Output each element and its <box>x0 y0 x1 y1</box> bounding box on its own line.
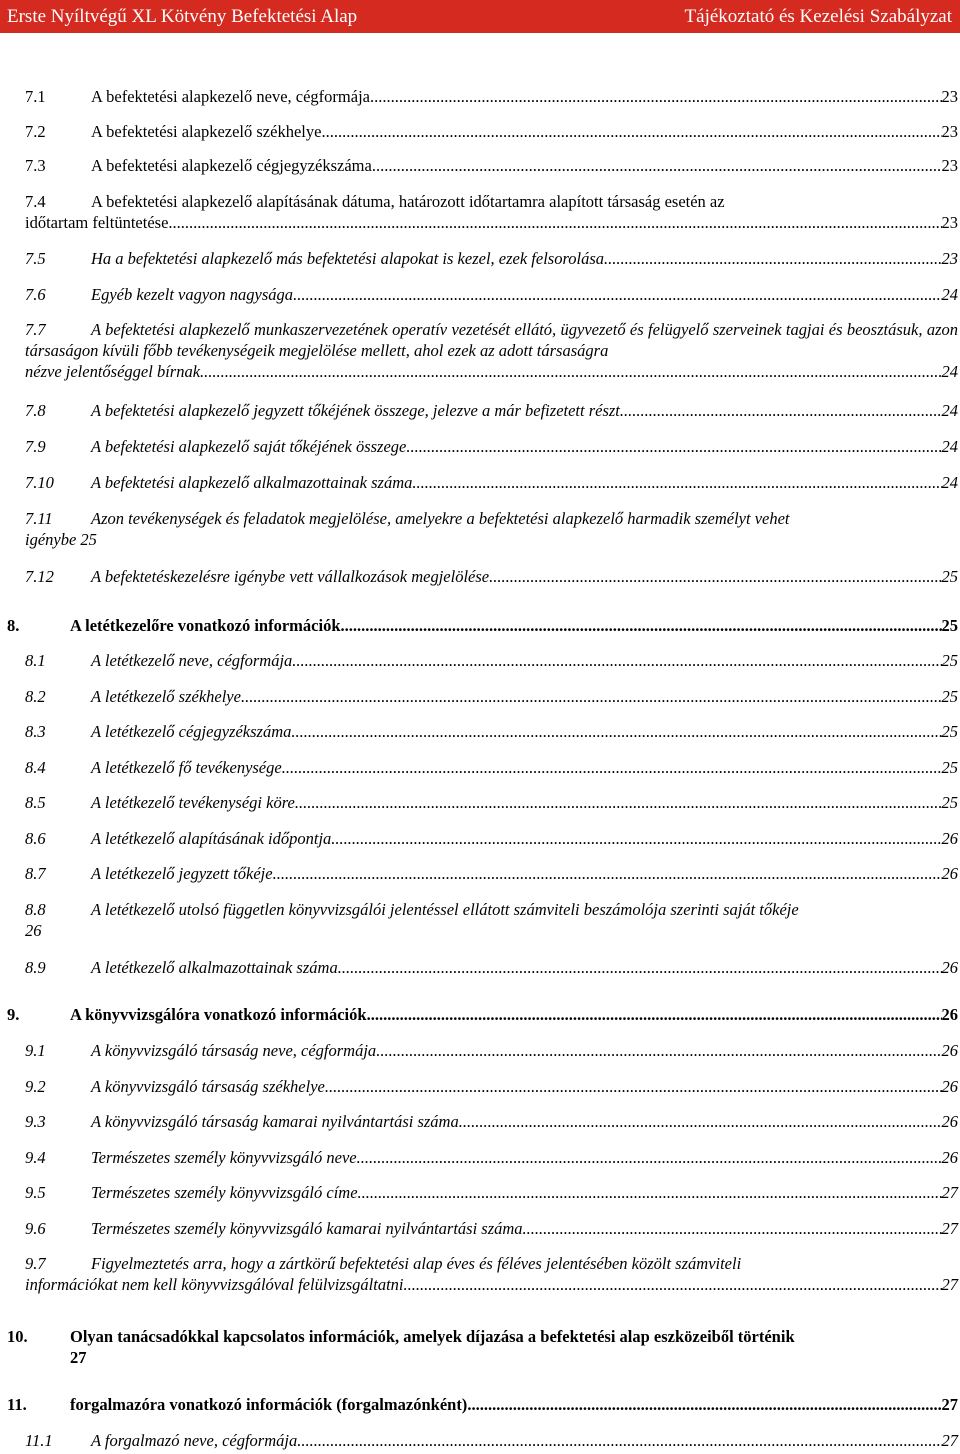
toc-section-10[interactable] <box>7 1326 958 1368</box>
toc-title: A könyvvizsgáló társaság neve, cégformája <box>91 1041 377 1060</box>
toc-entry-7-11[interactable] <box>25 508 958 550</box>
toc-entry-7-12[interactable] <box>25 566 958 587</box>
dot-leader <box>331 828 941 849</box>
toc-title: A letétkezelő neve, cégformája <box>91 651 293 670</box>
toc-page: 23 <box>941 156 958 175</box>
toc-number: 9.5 <box>25 1183 46 1202</box>
toc-page: 24 <box>941 473 958 492</box>
dot-leader <box>200 361 941 382</box>
dot-leader <box>282 757 942 778</box>
dot-leader <box>412 472 941 493</box>
toc-entry-7-5[interactable] <box>25 248 958 269</box>
toc-title: Egyéb kezelt vagyon nagysága <box>91 285 294 304</box>
toc-page: 27 <box>941 1275 958 1294</box>
dot-leader <box>467 1394 941 1415</box>
toc-entry-9-1[interactable] <box>25 1040 958 1061</box>
toc-title: A befektetéskezelésre igénybe vett vállalkozások megjelölése <box>91 567 490 586</box>
toc-number: 7.11 <box>25 509 53 528</box>
dot-leader <box>297 1430 941 1451</box>
toc-page: 25 <box>941 722 958 741</box>
toc-number: 8.6 <box>25 829 46 848</box>
toc-title: A könyvvizsgáló társaság kamarai nyilvántartási száma <box>91 1112 459 1131</box>
toc-number: 10. <box>7 1327 28 1346</box>
toc-section-8[interactable] <box>7 615 958 636</box>
toc-title: A forgalmazó neve, cégformája <box>91 1431 298 1450</box>
toc-entry-7-7[interactable] <box>25 319 958 382</box>
toc-entry-9-3[interactable] <box>25 1111 958 1132</box>
toc-entry-9-2[interactable] <box>25 1076 958 1097</box>
toc-page: 23 <box>941 122 958 141</box>
dot-leader <box>168 212 941 233</box>
toc-entry-7-6[interactable] <box>25 284 958 305</box>
toc-title: A befektetési alapkezelő székhelye <box>91 122 322 141</box>
dot-leader <box>459 1111 942 1132</box>
toc-number: 7.5 <box>25 249 46 268</box>
toc-number: 9.7 <box>25 1254 46 1273</box>
toc-number: 7.10 <box>25 473 54 492</box>
toc-title: A letétkezelő székhelye <box>91 687 241 706</box>
toc-entry-8-2[interactable] <box>25 686 958 707</box>
toc-title: A letétkezelőre vonatkozó információk <box>70 616 341 635</box>
toc-entry-8-1[interactable] <box>25 650 958 671</box>
toc-number: 9.6 <box>25 1219 46 1238</box>
dot-leader <box>370 86 942 107</box>
toc-page: 26 <box>941 864 958 883</box>
dot-leader <box>376 1040 941 1061</box>
toc-number: 7.2 <box>25 122 46 141</box>
toc-section-11[interactable] <box>7 1394 958 1415</box>
toc-number: 9.4 <box>25 1148 46 1167</box>
toc-entry-7-9[interactable] <box>25 436 958 457</box>
toc-page: 23 <box>941 87 958 106</box>
toc-entry-8-4[interactable] <box>25 757 958 778</box>
toc-title: A könyvvizsgáló társaság székhelye <box>91 1077 325 1096</box>
toc-title: A letétkezelő jegyzett tőkéje <box>91 864 273 883</box>
toc-title: A befektetési alapkezelő neve, cégformája <box>91 87 370 106</box>
toc-title: Ha a befektetési alapkezelő más befektetési alapokat is kezel, ezek felsorolása <box>91 249 605 268</box>
dot-leader <box>367 1004 942 1025</box>
dot-leader <box>291 721 941 742</box>
toc-number: 11. <box>7 1395 27 1414</box>
toc-page: 23 <box>941 213 958 232</box>
toc-page: 25 <box>941 793 958 812</box>
toc-number: 9.2 <box>25 1077 46 1096</box>
toc-title: A befektetési alapkezelő saját tőkéjének összege <box>91 437 407 456</box>
toc-page: 27 <box>941 1183 958 1202</box>
toc-number: 8.2 <box>25 687 46 706</box>
toc-title: Figyelmeztetés arra, hogy a zártkörű befektetési alap éves és féléves jelentésében közölt számviteli <box>91 1254 742 1273</box>
dot-leader <box>372 155 942 176</box>
toc-page: 26 <box>941 1077 958 1096</box>
toc-number: 7.3 <box>25 156 46 175</box>
toc-number: 8.9 <box>25 958 46 977</box>
toc-title-continued: információkat nem kell könyvvizsgálóval felülvizsgáltatni <box>25 1275 404 1294</box>
toc-page: 27 <box>941 1431 958 1450</box>
toc-number: 8.1 <box>25 651 46 670</box>
toc-page: 27 <box>941 1395 958 1414</box>
toc-page: 26 <box>25 921 42 940</box>
toc-title: A befektetési alapkezelő alkalmazottainak száma <box>91 473 413 492</box>
toc-entry-9-6[interactable] <box>25 1218 958 1239</box>
toc-title: forgalmazóra vonatkozó információk (forgalmazónként) <box>70 1395 468 1414</box>
toc-number: 7.4 <box>25 192 46 211</box>
toc-page: 24 <box>941 285 958 304</box>
toc-entry-9-7[interactable] <box>25 1253 958 1295</box>
dot-leader <box>620 400 942 421</box>
toc-number: 8.7 <box>25 864 46 883</box>
toc-title: A letétkezelő tevékenységi köre <box>91 793 295 812</box>
dot-leader <box>406 436 941 457</box>
toc-number: 7.6 <box>25 285 46 304</box>
toc-title: Természetes személy könyvvizsgáló kamarai nyilvántartási száma <box>91 1219 523 1238</box>
toc-page: 24 <box>941 401 958 420</box>
dot-leader <box>341 615 942 636</box>
toc-number: 9. <box>7 1005 20 1024</box>
toc-number: 8.4 <box>25 758 46 777</box>
toc-page: 26 <box>941 958 958 977</box>
toc-title-continued: időtartam feltüntetése <box>25 213 169 232</box>
toc-entry-8-5[interactable] <box>25 792 958 813</box>
toc-entry-8-7[interactable] <box>25 863 958 884</box>
dot-leader <box>523 1218 942 1239</box>
toc-page: 25 <box>941 651 958 670</box>
dot-leader <box>604 248 941 269</box>
toc-number: 7.9 <box>25 437 46 456</box>
toc-page: 25 <box>941 758 958 777</box>
toc-number: 8. <box>7 616 20 635</box>
dot-leader <box>338 957 942 978</box>
toc-section-9[interactable] <box>7 1004 958 1025</box>
toc-page: 26 <box>941 1148 958 1167</box>
dot-leader <box>489 566 941 587</box>
dot-leader <box>357 1147 942 1168</box>
toc-title: A letétkezelő fő tevékenysége <box>91 758 282 777</box>
toc-entry-11-1[interactable] <box>25 1430 958 1451</box>
toc-title: A befektetési alapkezelő jegyzett tőkéjének összege, jelezve a már befizetett részt <box>91 401 620 420</box>
dot-leader <box>325 1076 942 1097</box>
toc-title: A letétkezelő utolsó független könyvvizsgálói jelentéssel ellátott számviteli beszámolója szerinti saját tőkéje <box>91 900 799 919</box>
toc-entry-7-4[interactable] <box>25 191 958 233</box>
toc-page: 27 <box>70 1348 87 1367</box>
toc-page: 27 <box>941 1219 958 1238</box>
toc-number: 8.3 <box>25 722 46 741</box>
dot-leader <box>241 686 942 707</box>
toc-entry-7-8[interactable] <box>25 400 958 421</box>
toc-title: A letétkezelő cégjegyzékszáma <box>91 722 292 741</box>
toc-title: A letétkezelő alapításának időpontja <box>91 829 332 848</box>
dot-leader <box>293 284 941 305</box>
toc-entry-8-6[interactable] <box>25 828 958 849</box>
toc-entry-8-9[interactable] <box>25 957 958 978</box>
toc-number: 9.3 <box>25 1112 46 1131</box>
toc-page: 23 <box>941 249 958 268</box>
dot-leader <box>404 1274 942 1295</box>
dot-leader <box>358 1182 942 1203</box>
toc-entry-8-3[interactable] <box>25 721 958 742</box>
toc-page: 25 <box>941 687 958 706</box>
document-title: Tájékoztató és Kezelési Szabályzat <box>684 6 952 27</box>
toc-title-continued: nézve jelentőséggel bírnak <box>25 362 201 381</box>
toc-title: Olyan tanácsadókkal kapcsolatos információk, amelyek díjazása a befektetési alap eszközeiből történik <box>70 1327 795 1346</box>
toc-page: 25 <box>941 616 958 635</box>
toc-page: 24 <box>941 437 958 456</box>
toc-entry-9-4[interactable] <box>25 1147 958 1168</box>
toc-title: Azon tevékenységek és feladatok megjelölése, amelyekre a befektetési alapkezelő harmadik személyt vehet <box>91 509 790 528</box>
fund-name: Erste Nyíltvégű XL Kötvény Befektetési Alap <box>7 6 358 27</box>
toc-entry-7-2[interactable] <box>25 121 958 142</box>
toc-number: 9.1 <box>25 1041 46 1060</box>
dot-leader <box>292 650 941 671</box>
toc-number: 11.1 <box>25 1431 53 1450</box>
toc-title-continued: igénybe 25 <box>25 530 97 549</box>
toc-page: 24 <box>941 362 958 381</box>
toc-entry-9-5[interactable] <box>25 1182 958 1203</box>
toc-entry-7-3[interactable] <box>25 155 958 176</box>
toc-page: 25 <box>941 567 958 586</box>
toc-number: 7.8 <box>25 401 46 420</box>
toc-title: Természetes személy könyvvizsgáló neve <box>91 1148 357 1167</box>
toc-title: A könyvvizsgálóra vonatkozó információk <box>70 1005 367 1024</box>
toc-entry-8-8[interactable] <box>25 899 958 941</box>
dot-leader <box>321 121 941 142</box>
toc-title: A befektetési alapkezelő cégjegyzékszáma <box>91 156 372 175</box>
dot-leader <box>295 792 942 813</box>
toc-number: 7.1 <box>25 87 46 106</box>
toc-page: 26 <box>941 1112 958 1131</box>
toc-title: A befektetési alapkezelő munkaszervezetének operatív vezetését ellátó, ügyvezető és felügyelő szerveinek tagjai és beosztásuk, azon társaságon kívüli főbb tevékenységeik megjelölése mellett, ahol ezek az adott társaságra <box>25 320 958 360</box>
toc-entry-7-1[interactable] <box>25 86 958 107</box>
toc-number: 8.5 <box>25 793 46 812</box>
dot-leader <box>273 863 942 884</box>
toc-number: 8.8 <box>25 900 46 919</box>
toc-entry-7-10[interactable] <box>25 472 958 493</box>
page-header <box>0 0 960 33</box>
toc-page: 26 <box>941 1005 958 1024</box>
toc-title: A befektetési alapkezelő alapításának dátuma, határozott időtartamra alapított társaság esetén az <box>91 192 725 211</box>
toc-title: A letétkezelő alkalmazottainak száma <box>91 958 338 977</box>
toc-page: 26 <box>941 829 958 848</box>
toc-page: 26 <box>941 1041 958 1060</box>
toc-number: 7.7 <box>25 320 46 339</box>
toc-title: Természetes személy könyvvizsgáló címe <box>91 1183 358 1202</box>
toc-number: 7.12 <box>25 567 54 586</box>
